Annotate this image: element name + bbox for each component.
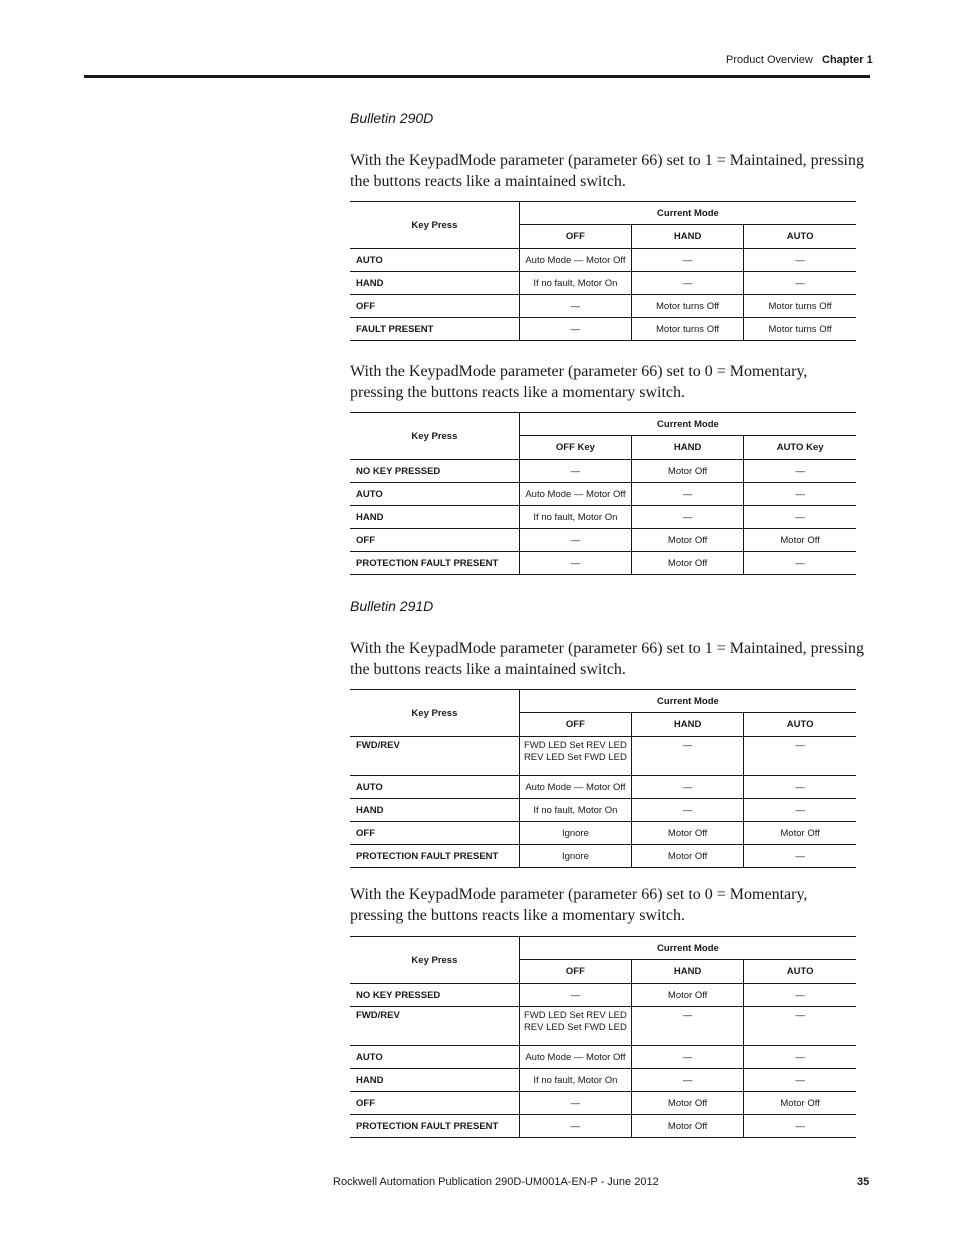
cell-line: Auto Mode — Motor Off [525, 488, 626, 500]
cell-line: — [795, 277, 805, 289]
mode-result-cell [744, 1046, 856, 1069]
mode-result-cell [632, 1007, 744, 1046]
mode-result-cell [519, 737, 631, 776]
paragraph-line: With the KeypadMode parameter (parameter 66) set to 0 = Momentary, [350, 363, 808, 380]
cell-line: FWD LED Set REV LED [523, 1010, 627, 1021]
mode-result-cell [519, 1069, 631, 1092]
mode-column-header: OFF [519, 225, 631, 249]
mode-result-cell [632, 984, 744, 1007]
mode-column-header: HAND [632, 436, 744, 460]
mode-result-cell [744, 822, 856, 845]
cell-line: — [570, 1097, 581, 1109]
mode-column-header: HAND [632, 960, 744, 984]
mode-result-cell [632, 552, 744, 575]
mode-column-header: OFF Key [519, 436, 631, 460]
key-press-cell: AUTO [350, 249, 519, 272]
cell-line: Motor Off [667, 850, 708, 862]
mode-result-cell [519, 776, 631, 799]
key-press-cell: FWD/REV [350, 737, 519, 776]
cell-line: FWD LED Set REV LED [523, 740, 627, 751]
mode-result-cell [519, 799, 631, 822]
cell-line: — [682, 1010, 693, 1021]
cell-line: — [570, 465, 581, 477]
body-paragraph [350, 150, 875, 192]
key-press-cell: PROTECTION FAULT PRESENT [350, 552, 519, 575]
cell-line: — [682, 511, 693, 523]
table-row [350, 295, 856, 318]
mode-result-cell [519, 1046, 631, 1069]
key-press-cell: NO KEY PRESSED [350, 984, 519, 1007]
table-row [350, 272, 856, 295]
key-press-cell: AUTO [350, 1046, 519, 1069]
current-mode-header: Current Mode [519, 690, 856, 713]
key-press-header: Key Press [350, 690, 519, 737]
cell-line: — [682, 1074, 693, 1086]
cell-line: Motor turns Off [656, 323, 720, 335]
mode-result-cell [632, 776, 744, 799]
mode-result-cell [519, 506, 631, 529]
mode-result-cell [744, 318, 856, 341]
mode-result-cell [519, 529, 631, 552]
paragraph-line: the buttons reacts like a maintained switch. [350, 173, 626, 190]
cell-line: — [570, 300, 581, 312]
cell-line: — [682, 1051, 693, 1063]
paragraph-line: With the KeypadMode parameter (parameter 66) set to 1 = Maintained, pressing [350, 640, 864, 657]
cell-line: — [795, 1051, 805, 1063]
cell-line: — [795, 488, 805, 500]
key-press-cell: OFF [350, 822, 519, 845]
cell-line: Motor Off [667, 1120, 708, 1132]
table-row [350, 737, 856, 776]
mode-result-cell [744, 799, 856, 822]
paragraph-line: pressing the buttons reacts like a momentary switch. [350, 907, 686, 924]
cell-line: — [570, 323, 581, 335]
mode-result-cell [519, 272, 631, 295]
table-row [350, 318, 856, 341]
mode-result-cell [744, 1007, 856, 1046]
cell-line: — [682, 781, 693, 793]
cell-line: — [570, 989, 581, 1001]
cell-line: — [570, 1120, 581, 1132]
key-press-cell: PROTECTION FAULT PRESENT [350, 1115, 519, 1138]
cell-line: — [795, 1010, 805, 1021]
mode-result-cell [519, 1092, 631, 1115]
key-press-cell: FAULT PRESENT [350, 318, 519, 341]
mode-result-cell [519, 1115, 631, 1138]
section-name: Product Overview [726, 54, 813, 66]
mode-result-cell [744, 776, 856, 799]
cell-line: If no fault, Motor On [533, 804, 618, 816]
cell-line: Motor turns Off [768, 300, 832, 312]
mode-result-cell [632, 506, 744, 529]
key-press-table [350, 201, 856, 341]
mode-column-header: AUTO Key [744, 436, 856, 460]
key-press-header: Key Press [350, 202, 519, 249]
mode-column-header: AUTO [744, 713, 856, 737]
cell-line: Auto Mode — Motor Off [525, 781, 626, 793]
mode-result-cell [744, 1069, 856, 1092]
key-press-cell: HAND [350, 506, 519, 529]
mode-result-cell [632, 1092, 744, 1115]
mode-result-cell [744, 295, 856, 318]
mode-result-cell [519, 295, 631, 318]
cell-line: If no fault, Motor On [533, 1074, 618, 1086]
mode-result-cell [519, 483, 631, 506]
cell-line: — [795, 804, 805, 816]
bulletin-heading: Bulletin 291D [350, 598, 434, 614]
table-row [350, 799, 856, 822]
cell-line: Ignore [561, 850, 589, 862]
cell-line: — [795, 740, 805, 751]
mode-result-cell [744, 460, 856, 483]
paragraph-line: the buttons reacts like a maintained switch. [350, 661, 626, 678]
mode-result-cell [632, 1069, 744, 1092]
mode-result-cell [632, 822, 744, 845]
cell-line: REV LED Set FWD LED [523, 1022, 627, 1033]
key-press-cell: AUTO [350, 776, 519, 799]
key-press-table [350, 689, 856, 868]
key-press-cell: HAND [350, 1069, 519, 1092]
cell-line: — [570, 557, 581, 569]
cell-line: — [795, 511, 805, 523]
table-row [350, 529, 856, 552]
cell-line: Motor Off [667, 465, 708, 477]
mode-result-cell [744, 1115, 856, 1138]
cell-line: Motor Off [780, 827, 820, 839]
mode-result-cell [744, 552, 856, 575]
paragraph-line: With the KeypadMode parameter (parameter 66) set to 1 = Maintained, pressing [350, 152, 864, 169]
table-row [350, 506, 856, 529]
mode-result-cell [744, 984, 856, 1007]
key-press-cell: FWD/REV [350, 1007, 519, 1046]
cell-line: — [795, 1120, 805, 1132]
table-row [350, 1115, 856, 1138]
key-press-cell: HAND [350, 799, 519, 822]
current-mode-header: Current Mode [519, 413, 856, 436]
mode-result-cell [519, 249, 631, 272]
mode-result-cell [632, 249, 744, 272]
mode-column-header: HAND [632, 225, 744, 249]
table-row [350, 483, 856, 506]
header-rule [84, 75, 870, 78]
key-press-table [350, 936, 856, 1138]
mode-result-cell [519, 460, 631, 483]
mode-result-cell [519, 552, 631, 575]
body-paragraph [350, 884, 875, 926]
page-number: 35 [857, 1176, 870, 1188]
mode-result-cell [519, 822, 631, 845]
current-mode-header: Current Mode [519, 202, 856, 225]
cell-line: Auto Mode — Motor Off [525, 254, 626, 266]
key-press-table [350, 412, 856, 575]
table-row [350, 1069, 856, 1092]
paragraph-line: pressing the buttons reacts like a momentary switch. [350, 384, 686, 401]
cell-line: — [682, 740, 693, 751]
cell-line: Auto Mode — Motor Off [525, 1051, 626, 1063]
mode-result-cell [519, 845, 631, 868]
key-press-cell: PROTECTION FAULT PRESENT [350, 845, 519, 868]
current-mode-header: Current Mode [519, 937, 856, 960]
mode-result-cell [632, 1046, 744, 1069]
mode-result-cell [632, 529, 744, 552]
cell-line: — [570, 534, 581, 546]
table-row [350, 1007, 856, 1046]
cell-line: Motor Off [667, 534, 708, 546]
body-paragraph [350, 361, 875, 403]
paragraph-line: With the KeypadMode parameter (parameter 66) set to 0 = Momentary, [350, 886, 808, 903]
mode-column-header: OFF [519, 960, 631, 984]
cell-line: — [795, 989, 805, 1001]
mode-result-cell [519, 318, 631, 341]
key-press-cell: NO KEY PRESSED [350, 460, 519, 483]
key-press-cell: OFF [350, 295, 519, 318]
mode-result-cell [632, 460, 744, 483]
bulletin-heading: Bulletin 290D [350, 110, 434, 126]
cell-line: Motor turns Off [768, 323, 832, 335]
cell-line: — [795, 1074, 805, 1086]
key-press-header: Key Press [350, 937, 519, 984]
mode-result-cell [744, 845, 856, 868]
cell-line: Motor Off [667, 1097, 708, 1109]
mode-result-cell [632, 483, 744, 506]
key-press-cell: HAND [350, 272, 519, 295]
table-row [350, 1046, 856, 1069]
mode-result-cell [744, 1092, 856, 1115]
table-row [350, 984, 856, 1007]
mode-result-cell [632, 1115, 744, 1138]
cell-line: Motor Off [780, 1097, 820, 1109]
mode-result-cell [632, 845, 744, 868]
cell-line: — [682, 488, 693, 500]
mode-result-cell [744, 249, 856, 272]
mode-column-header: AUTO [744, 225, 856, 249]
publication-info: Rockwell Automation Publication 290D-UM001A-EN-P - June 2012 [333, 1176, 659, 1188]
cell-line: — [795, 465, 805, 477]
mode-result-cell [632, 295, 744, 318]
mode-result-cell [744, 506, 856, 529]
mode-result-cell [632, 737, 744, 776]
cell-line: Motor Off [780, 534, 820, 546]
mode-column-header: AUTO [744, 960, 856, 984]
chapter-label: Chapter 1 [822, 54, 873, 66]
table-row [350, 776, 856, 799]
key-press-cell: AUTO [350, 483, 519, 506]
cell-line: REV LED Set FWD LED [523, 752, 627, 763]
cell-line: Ignore [561, 827, 589, 839]
cell-line: — [795, 254, 805, 266]
table-row [350, 249, 856, 272]
cell-line: — [682, 254, 693, 266]
table-row [350, 845, 856, 868]
cell-line: — [795, 781, 805, 793]
table-row [350, 460, 856, 483]
mode-result-cell [632, 799, 744, 822]
cell-line: — [795, 557, 805, 569]
cell-line: — [682, 804, 693, 816]
key-press-cell: OFF [350, 1092, 519, 1115]
body-paragraph [350, 638, 875, 680]
table-row [350, 1092, 856, 1115]
cell-line: Motor Off [667, 557, 708, 569]
cell-line: Motor Off [667, 827, 708, 839]
cell-line: — [795, 850, 805, 862]
running-header [0, 53, 954, 69]
cell-line: Motor turns Off [656, 300, 720, 312]
mode-result-cell [632, 318, 744, 341]
table-row [350, 822, 856, 845]
mode-result-cell [744, 737, 856, 776]
mode-result-cell [744, 529, 856, 552]
cell-line: — [682, 277, 693, 289]
key-press-header: Key Press [350, 413, 519, 460]
table-row [350, 552, 856, 575]
mode-column-header: OFF [519, 713, 631, 737]
mode-result-cell [519, 1007, 631, 1046]
mode-result-cell [744, 483, 856, 506]
mode-result-cell [744, 272, 856, 295]
cell-line: Motor Off [667, 989, 708, 1001]
key-press-cell: OFF [350, 529, 519, 552]
cell-line: If no fault, Motor On [533, 277, 618, 289]
mode-result-cell [632, 272, 744, 295]
mode-result-cell [519, 984, 631, 1007]
mode-column-header: HAND [632, 713, 744, 737]
cell-line: If no fault, Motor On [533, 511, 618, 523]
